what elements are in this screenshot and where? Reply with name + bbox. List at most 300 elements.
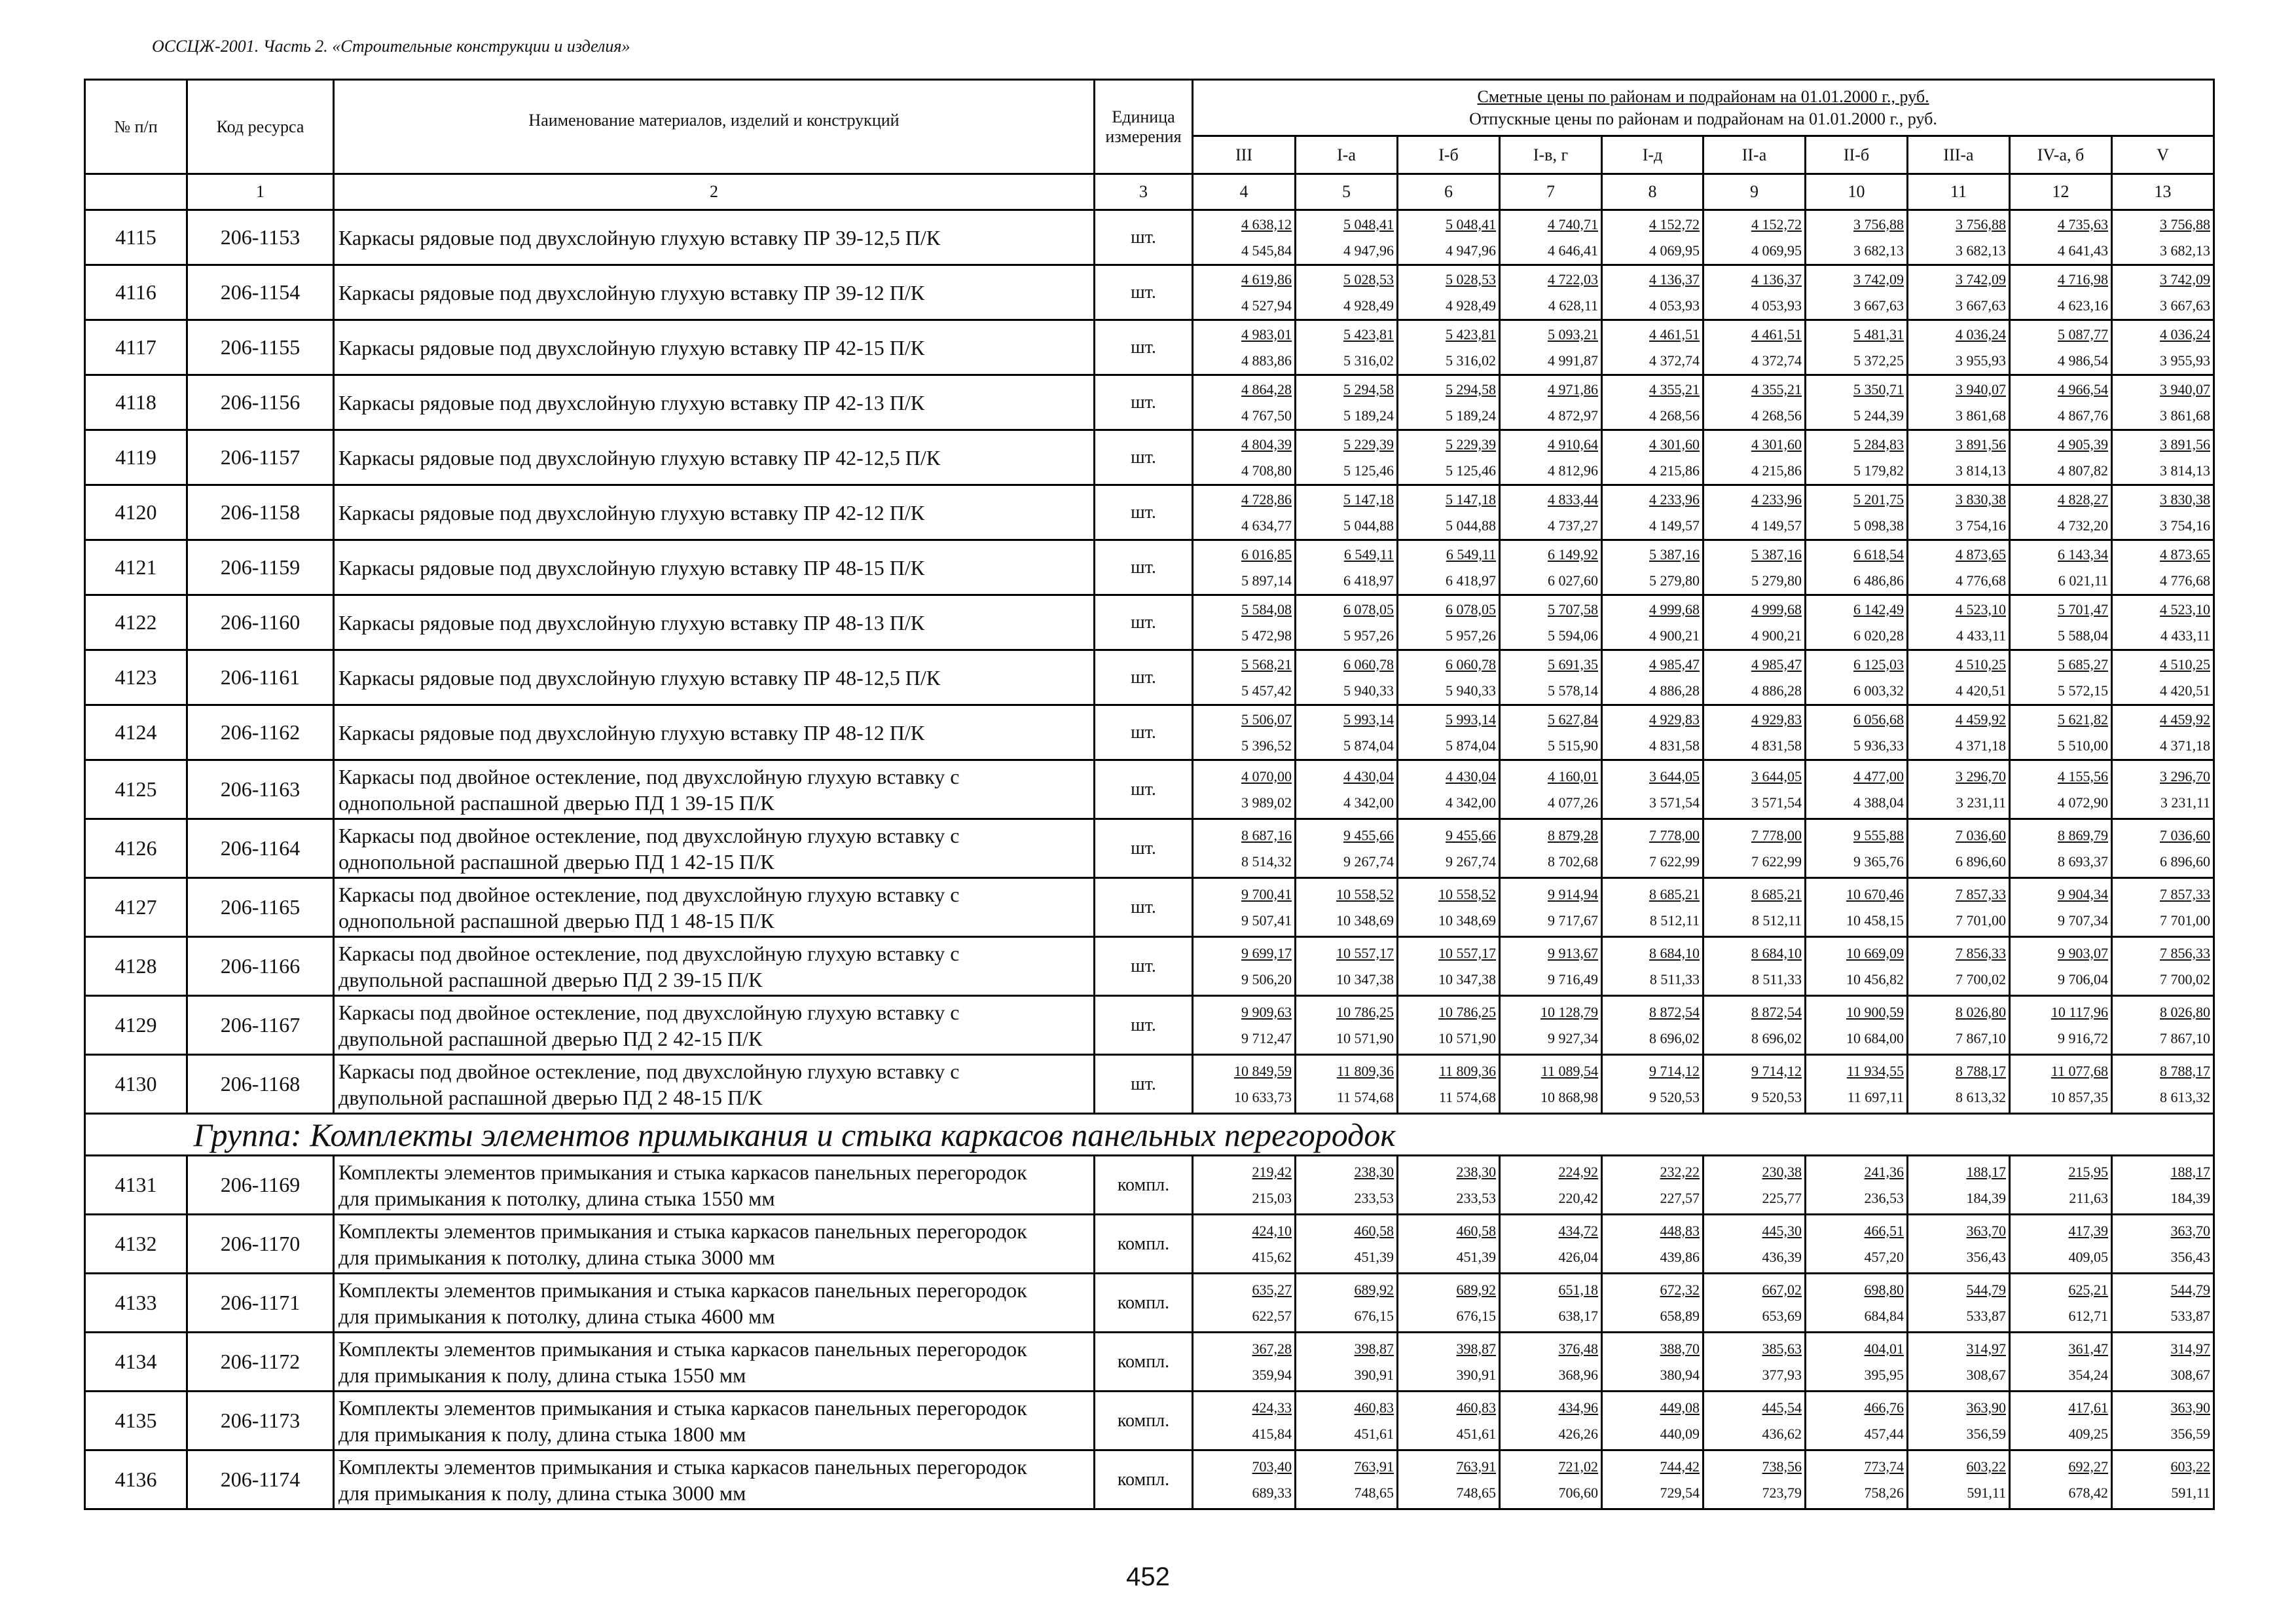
column-index: 3	[1095, 174, 1193, 210]
price-cell	[1193, 705, 1296, 760]
estimated-price: 4 070,00	[1241, 767, 1292, 784]
selling-price: 451,61	[1456, 1425, 1496, 1442]
resource-code: 206-1163	[187, 760, 334, 819]
row-number: 4125	[85, 760, 187, 819]
price-cell	[1602, 210, 1704, 265]
price-cell	[1806, 540, 1908, 595]
table-row	[85, 705, 2214, 760]
price-cell	[1398, 1392, 1500, 1450]
selling-price: 9 706,04	[2058, 970, 2108, 987]
selling-price: 5 279,80	[1751, 572, 1802, 589]
selling-price: 5 457,42	[1241, 682, 1292, 699]
selling-price: 3 667,63	[2160, 297, 2211, 314]
item-name-line: Каркасы под двойное остекление, под двухслойную глухую вставку с	[338, 882, 960, 906]
estimated-price: 5 294,58	[1343, 380, 1394, 397]
estimated-price: 7 778,00	[1649, 826, 1700, 843]
estimated-price: 466,51	[1864, 1222, 1904, 1239]
selling-price: 4 928,49	[1446, 297, 1496, 314]
item-name-line: Комплекты элементов примыкания и стыка каркасов панельных перегородок	[338, 1395, 1027, 1420]
item-name-line: Каркасы рядовые под двухслойную глухую вставку ПР 42-12,5 П/К	[338, 445, 941, 470]
price-cell	[1296, 430, 1398, 485]
selling-price: 7 622,99	[1649, 853, 1700, 870]
price-cell	[1602, 996, 1704, 1055]
item-name-line: Каркасы рядовые под двухслойную глухую вставку ПР 42-13 П/К	[338, 390, 925, 415]
selling-price: 4 420,51	[2160, 682, 2211, 699]
selling-price: 3 682,13	[1853, 242, 1904, 259]
estimated-price: 4 905,39	[2058, 435, 2108, 452]
price-cell	[1500, 485, 1602, 540]
selling-price: 3 667,63	[1956, 297, 2006, 314]
selling-price: 184,39	[2170, 1189, 2211, 1206]
table-row	[85, 1055, 2214, 1114]
selling-price: 9 267,74	[1343, 853, 1394, 870]
price-cell	[1296, 819, 1398, 878]
selling-price: 4 372,74	[1751, 352, 1802, 369]
selling-price: 440,09	[1660, 1425, 1700, 1442]
estimated-price: 4 740,71	[1548, 215, 1598, 232]
price-cell	[1398, 595, 1500, 650]
selling-price: 4 886,28	[1649, 682, 1700, 699]
group-spacer	[85, 1114, 187, 1156]
unit-of-measure: шт.	[1095, 1055, 1193, 1114]
price-cell	[1193, 595, 1296, 650]
estimated-price: 5 294,58	[1446, 380, 1496, 397]
item-name	[334, 595, 1095, 650]
estimated-price: 9 455,66	[1343, 826, 1394, 843]
estimated-price: 692,27	[2068, 1458, 2108, 1475]
estimated-price: 5 048,41	[1446, 215, 1496, 232]
unit-of-measure: шт.	[1095, 540, 1193, 595]
price-cell	[1908, 320, 2010, 375]
resource-code: 206-1165	[187, 878, 334, 937]
item-name-line: Комплекты элементов примыкания и стыка каркасов панельных перегородок	[338, 1160, 1027, 1184]
price-cell	[1193, 485, 1296, 540]
estimated-price: 424,10	[1252, 1222, 1292, 1239]
estimated-price: 5 028,53	[1343, 270, 1394, 287]
price-cell	[1296, 1055, 1398, 1114]
item-name	[334, 760, 1095, 819]
price-cell	[1500, 1156, 1602, 1215]
selling-price: 380,94	[1660, 1366, 1700, 1383]
table-row	[85, 760, 2214, 819]
estimated-price: 4 430,04	[1343, 767, 1394, 784]
selling-price: 4 053,93	[1751, 297, 1802, 314]
estimated-price: 460,83	[1456, 1399, 1496, 1416]
selling-price: 233,53	[1354, 1189, 1394, 1206]
estimated-price: 4 873,65	[1956, 545, 2006, 563]
estimated-price: 4 523,10	[2160, 600, 2211, 618]
selling-price: 5 372,25	[1853, 352, 1904, 369]
estimated-price: 3 644,05	[1649, 767, 1700, 784]
item-name-line: Каркасы рядовые под двухслойную глухую вставку ПР 42-12 П/К	[338, 500, 925, 525]
estimated-price: 744,42	[1660, 1458, 1700, 1475]
selling-price: 233,53	[1456, 1189, 1496, 1206]
selling-price: 5 044,88	[1446, 517, 1496, 534]
estimated-price: 721,02	[1558, 1458, 1598, 1475]
selling-price: 3 571,54	[1649, 794, 1700, 811]
price-cell	[1908, 760, 2010, 819]
estimated-price: 6 149,92	[1548, 545, 1598, 563]
estimated-price: 6 056,68	[1853, 710, 1904, 728]
price-cell	[2112, 210, 2214, 265]
item-name-line: однопольной распашной дверью ПД 1 39-15 П/К	[338, 790, 774, 815]
estimated-price: 6 078,05	[1343, 600, 1394, 618]
estimated-price: 544,79	[2170, 1281, 2211, 1298]
table-row	[85, 540, 2214, 595]
unit-of-measure: шт.	[1095, 878, 1193, 937]
table-row	[85, 1215, 2214, 1274]
selling-price: 8 514,32	[1241, 853, 1292, 870]
selling-price: 5 098,38	[1853, 517, 1904, 534]
estimated-price: 11 934,55	[1846, 1062, 1904, 1079]
estimated-price: 8 026,80	[2160, 1003, 2211, 1020]
price-cell	[1296, 1450, 1398, 1509]
price-cell	[1602, 375, 1704, 430]
item-name	[334, 430, 1095, 485]
row-number: 4130	[85, 1055, 187, 1114]
estimated-price: 445,54	[1762, 1399, 1802, 1416]
selling-price: 3 989,02	[1241, 794, 1292, 811]
estimated-price: 3 940,07	[2160, 380, 2211, 397]
item-name-line: Каркасы под двойное остекление, под двухслойную глухую вставку с	[338, 764, 960, 788]
price-cell	[1398, 1156, 1500, 1215]
item-name-line: Комплекты элементов примыкания и стыка каркасов панельных перегородок	[338, 1454, 1027, 1479]
selling-price: 10 857,35	[2050, 1088, 2108, 1105]
estimated-price: 363,90	[1966, 1399, 2006, 1416]
selling-price: 9 717,67	[1548, 912, 1598, 929]
price-cell	[1296, 760, 1398, 819]
estimated-price: 10 849,59	[1234, 1062, 1292, 1079]
resource-code: 206-1162	[187, 705, 334, 760]
price-cell	[2112, 1215, 2214, 1274]
price-cell	[2010, 540, 2112, 595]
selling-price: 723,79	[1762, 1484, 1802, 1501]
price-cell	[1500, 760, 1602, 819]
price-cell	[1806, 1392, 1908, 1450]
selling-price: 5 244,39	[1853, 407, 1904, 424]
selling-price: 653,69	[1762, 1307, 1802, 1324]
price-cell	[1602, 1215, 1704, 1274]
price-cell	[1908, 1055, 2010, 1114]
selling-price: 4 215,86	[1751, 462, 1802, 479]
estimated-price: 6 060,78	[1343, 655, 1394, 673]
selling-price: 9 365,76	[1853, 853, 1904, 870]
estimated-price: 3 756,88	[2160, 215, 2211, 232]
estimated-price: 6 618,54	[1853, 545, 1904, 563]
unit-of-measure: шт.	[1095, 265, 1193, 320]
selling-price: 5 279,80	[1649, 572, 1700, 589]
selling-price: 4 991,87	[1548, 352, 1598, 369]
estimated-price: 5 627,84	[1548, 710, 1598, 728]
selling-price: 706,60	[1558, 1484, 1598, 1501]
estimated-price: 8 788,17	[2160, 1062, 2211, 1079]
estimated-price: 603,22	[1966, 1458, 2006, 1475]
selling-price: 409,05	[2068, 1248, 2108, 1265]
selling-price: 4 545,84	[1241, 242, 1292, 259]
estimated-price: 4 459,92	[1956, 710, 2006, 728]
row-number: 4135	[85, 1392, 187, 1450]
price-cell	[1806, 1450, 1908, 1509]
price-cell	[1500, 320, 1602, 375]
estimated-price: 398,87	[1456, 1340, 1496, 1357]
estimated-price: 10 558,52	[1438, 885, 1496, 902]
selling-price: 3 231,11	[1956, 794, 2006, 811]
price-cell	[1296, 1333, 1398, 1392]
selling-price: 436,39	[1762, 1248, 1802, 1265]
selling-price: 6 027,60	[1548, 572, 1598, 589]
estimated-price: 689,92	[1354, 1281, 1394, 1298]
table-row	[85, 819, 2214, 878]
estimated-price: 224,92	[1558, 1163, 1598, 1180]
item-name-line: Каркасы под двойное остекление, под двухслойную глухую вставку с	[338, 1000, 960, 1024]
price-cell	[1806, 1055, 1908, 1114]
price-cell	[1806, 265, 1908, 320]
resource-code: 206-1174	[187, 1450, 334, 1509]
estimated-price: 10 786,25	[1336, 1003, 1394, 1020]
price-cell	[1908, 650, 2010, 705]
estimated-price: 5 707,58	[1548, 600, 1598, 618]
selling-price: 6 896,60	[1956, 853, 2006, 870]
estimated-price: 5 028,53	[1446, 270, 1496, 287]
selling-price: 8 511,33	[1649, 970, 1700, 987]
selling-price: 390,91	[1354, 1366, 1394, 1383]
selling-price: 8 613,32	[2160, 1088, 2211, 1105]
region-header: I-д	[1602, 136, 1704, 174]
price-cell	[1908, 595, 2010, 650]
estimated-price: 3 742,09	[2160, 270, 2211, 287]
estimated-price: 9 714,12	[1751, 1062, 1802, 1079]
region-header: III-а	[1908, 136, 2010, 174]
estimated-price: 6 142,49	[1853, 600, 1904, 618]
price-cell	[1806, 760, 1908, 819]
estimated-price: 238,30	[1354, 1163, 1394, 1180]
estimated-price: 8 026,80	[1956, 1003, 2006, 1020]
price-cell	[1704, 430, 1806, 485]
selling-price: 5 897,14	[1241, 572, 1292, 589]
price-cell	[2112, 430, 2214, 485]
price-cell	[1704, 1392, 1806, 1450]
price-cell	[1704, 1274, 1806, 1333]
price-cell	[1500, 937, 1602, 996]
estimated-price: 667,02	[1762, 1281, 1802, 1298]
estimated-price: 238,30	[1456, 1163, 1496, 1180]
item-name-line: Каркасы под двойное остекление, под двухслойную глухую вставку с	[338, 941, 960, 965]
item-name	[334, 540, 1095, 595]
estimated-price: 6 078,05	[1446, 600, 1496, 618]
estimated-price: 10 557,17	[1438, 944, 1496, 961]
resource-code: 206-1170	[187, 1215, 334, 1274]
resource-code: 206-1155	[187, 320, 334, 375]
selling-price: 4 342,00	[1446, 794, 1496, 811]
selling-price: 676,15	[1354, 1307, 1394, 1324]
price-cell	[1500, 210, 1602, 265]
selling-price: 758,26	[1864, 1484, 1904, 1501]
selling-price: 451,39	[1456, 1248, 1496, 1265]
row-number: 4119	[85, 430, 187, 485]
estimated-price: 230,38	[1762, 1163, 1802, 1180]
row-number: 4132	[85, 1215, 187, 1274]
selling-price: 591,11	[2171, 1484, 2211, 1501]
estimated-price: 4 523,10	[1956, 600, 2006, 618]
selling-price: 8 512,11	[1649, 912, 1700, 929]
resource-code: 206-1153	[187, 210, 334, 265]
price-cell	[1806, 210, 1908, 265]
selling-price: 3 861,68	[2160, 407, 2211, 424]
price-cell	[1296, 650, 1398, 705]
estimated-price: 3 296,70	[1956, 767, 2006, 784]
resource-code: 206-1158	[187, 485, 334, 540]
price-cell	[1704, 1215, 1806, 1274]
estimated-price: 8 685,21	[1649, 885, 1700, 902]
selling-price: 5 510,00	[2058, 737, 2108, 754]
price-cell	[1602, 595, 1704, 650]
row-number: 4134	[85, 1333, 187, 1392]
estimated-price: 9 913,67	[1548, 944, 1598, 961]
resource-code: 206-1172	[187, 1333, 334, 1392]
price-cell	[1704, 1450, 1806, 1509]
selling-price: 3 754,16	[1956, 517, 2006, 534]
item-name	[334, 937, 1095, 996]
table-row	[85, 375, 2214, 430]
selling-price: 356,43	[1966, 1248, 2006, 1265]
unit-of-measure: шт.	[1095, 937, 1193, 996]
price-cell	[1296, 320, 1398, 375]
selling-price: 3 955,93	[2160, 352, 2211, 369]
estimated-price: 424,33	[1252, 1399, 1292, 1416]
price-cell	[2112, 1450, 2214, 1509]
estimated-price: 4 929,83	[1649, 710, 1700, 728]
estimated-price: 4 864,28	[1241, 380, 1292, 397]
price-cell	[1602, 937, 1704, 996]
selling-price: 4 623,16	[2058, 297, 2108, 314]
column-index: 13	[2112, 174, 2214, 210]
estimated-price: 188,17	[1966, 1163, 2006, 1180]
estimated-price: 7 856,33	[2160, 944, 2211, 961]
price-cell	[1296, 540, 1398, 595]
price-cell	[1296, 375, 1398, 430]
estimated-price: 5 993,14	[1343, 710, 1394, 728]
price-cell	[1602, 265, 1704, 320]
price-cell	[1704, 1055, 1806, 1114]
estimated-price: 4 355,21	[1649, 380, 1700, 397]
price-cell	[1500, 705, 1602, 760]
price-cell	[1704, 540, 1806, 595]
estimated-price: 625,21	[2068, 1281, 2108, 1298]
price-cell	[1398, 1450, 1500, 1509]
selling-price: 622,57	[1252, 1307, 1292, 1324]
estimated-price: 5 048,41	[1343, 215, 1394, 232]
item-name-line: Каркасы под двойное остекление, под двухслойную глухую вставку с	[338, 823, 960, 847]
estimated-price: 6 016,85	[1241, 545, 1292, 563]
estimated-price: 9 904,34	[2058, 885, 2108, 902]
row-number: 4118	[85, 375, 187, 430]
price-cell	[1398, 320, 1500, 375]
selling-price: 395,95	[1864, 1366, 1904, 1383]
row-number: 4120	[85, 485, 187, 540]
price-cell	[2010, 1450, 2112, 1509]
estimated-price: 4 152,72	[1649, 215, 1700, 232]
price-cell	[1296, 265, 1398, 320]
price-cell	[1908, 210, 2010, 265]
selling-price: 5 936,33	[1853, 737, 1904, 754]
selling-price: 4 831,58	[1649, 737, 1700, 754]
selling-price: 7 867,10	[1956, 1029, 2006, 1046]
selling-price: 426,04	[1558, 1248, 1598, 1265]
estimated-price: 11 089,54	[1540, 1062, 1598, 1079]
estimated-price: 8 869,79	[2058, 826, 2108, 843]
estimated-price: 5 993,14	[1446, 710, 1496, 728]
table-row	[85, 1333, 2214, 1392]
estimated-price: 4 233,96	[1751, 490, 1802, 507]
estimated-price: 4 983,01	[1241, 325, 1292, 342]
estimated-price: 5 621,82	[2058, 710, 2108, 728]
region-header: III	[1193, 136, 1296, 174]
estimated-price: 445,30	[1762, 1222, 1802, 1239]
selling-price: 4 986,54	[2058, 352, 2108, 369]
selling-price: 6 003,32	[1853, 682, 1904, 699]
estimated-price: 4 461,51	[1751, 325, 1802, 342]
estimated-price: 4 735,63	[2058, 215, 2108, 232]
item-name-line: Каркасы рядовые под двухслойную глухую вставку ПР 48-12 П/К	[338, 720, 925, 745]
selling-price: 3 682,13	[2160, 242, 2211, 259]
resource-code: 206-1173	[187, 1392, 334, 1450]
selling-price: 7 867,10	[2160, 1029, 2211, 1046]
estimated-price: 5 147,18	[1446, 490, 1496, 507]
document-header: ОССЦЖ-2001. Часть 2. «Строительные конструкции и изделия»	[152, 37, 630, 56]
price-cell	[1908, 265, 2010, 320]
estimated-price: 10 117,96	[2050, 1003, 2108, 1020]
selling-price: 689,33	[1252, 1484, 1292, 1501]
selling-price: 5 874,04	[1446, 737, 1496, 754]
estimated-price: 7 857,33	[2160, 885, 2211, 902]
selling-price: 356,43	[2170, 1248, 2211, 1265]
price-cell	[1193, 320, 1296, 375]
price-cell	[2010, 1333, 2112, 1392]
estimated-price: 773,74	[1864, 1458, 1904, 1475]
price-cell	[2010, 878, 2112, 937]
selling-price: 7 701,00	[2160, 912, 2211, 929]
estimated-price: 9 555,88	[1853, 826, 1904, 843]
price-cell	[1602, 540, 1704, 595]
unit-of-measure: шт.	[1095, 485, 1193, 540]
estimated-price: 5 568,21	[1241, 655, 1292, 673]
estimated-price: 4 152,72	[1751, 215, 1802, 232]
price-cell	[1704, 485, 1806, 540]
column-index: 2	[334, 174, 1095, 210]
estimated-price: 10 670,46	[1846, 885, 1904, 902]
selling-price: 4 831,58	[1751, 737, 1802, 754]
selling-price: 3 955,93	[1956, 352, 2006, 369]
price-cell	[2112, 595, 2214, 650]
estimated-price: 460,58	[1456, 1222, 1496, 1239]
item-name	[334, 1274, 1095, 1333]
estimated-price: 5 229,39	[1343, 435, 1394, 452]
price-cell	[1908, 485, 2010, 540]
column-index: 4	[1193, 174, 1296, 210]
estimated-price: 4 510,25	[2160, 655, 2211, 673]
unit-of-measure: компл.	[1095, 1156, 1193, 1215]
estimated-price: 4 430,04	[1446, 767, 1496, 784]
table-row	[85, 1392, 2214, 1450]
selling-price: 10 868,98	[1540, 1088, 1598, 1105]
item-name	[334, 1450, 1095, 1509]
price-cell	[1704, 705, 1806, 760]
estimated-price: 4 999,68	[1649, 600, 1700, 618]
estimated-price: 5 584,08	[1241, 600, 1292, 618]
column-index-blank	[85, 174, 187, 210]
price-cell	[1908, 540, 2010, 595]
selling-price: 3 861,68	[1956, 407, 2006, 424]
